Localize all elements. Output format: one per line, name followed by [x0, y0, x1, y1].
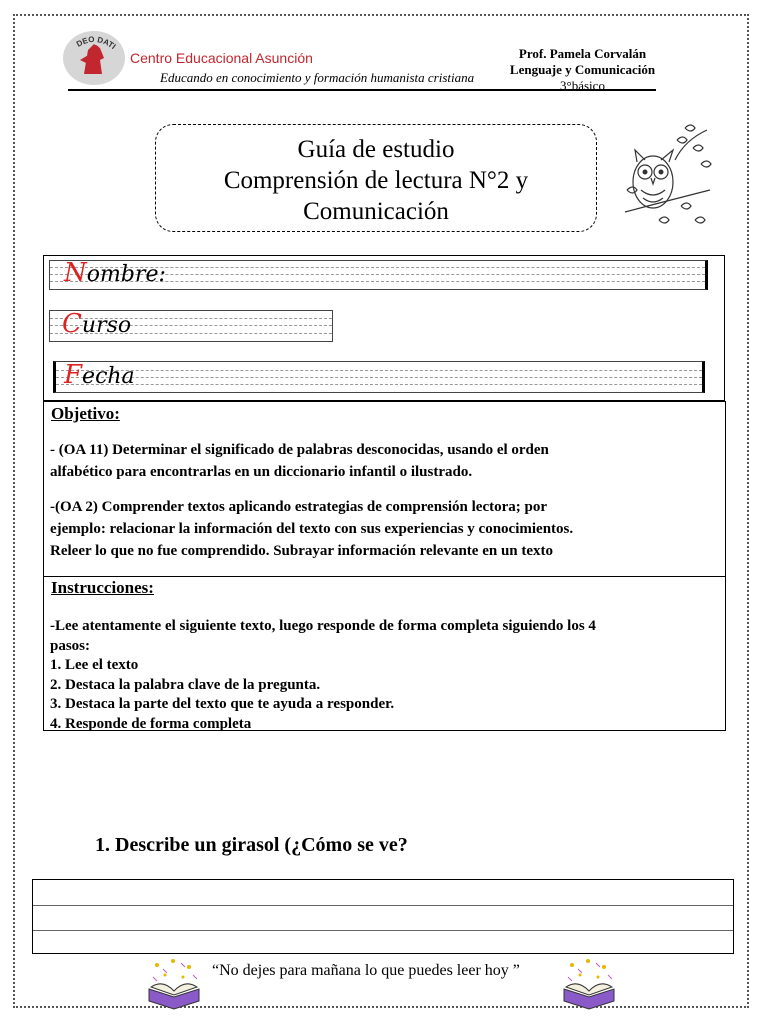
- book-icon: [558, 955, 620, 1011]
- objective-oa11: - (OA 11) Determinar el significado de palabras desconocidas, usando el orden alfabético para encontrarlas en un diccionario infantil o ilustrado.: [50, 442, 549, 480]
- title-line-2: Comprensión de lectura N°2 y: [223, 167, 529, 194]
- title-line-1: Guía de estudio: [297, 136, 455, 163]
- date-label: Fecha: [64, 360, 135, 390]
- owl-illustration: [615, 120, 715, 240]
- answer-line: [33, 930, 733, 931]
- instruction-step: 2. Destaca la palabra clave de la pregunta.: [50, 676, 321, 693]
- objective-instructions-box: [43, 401, 726, 731]
- student-info-box: [43, 255, 725, 401]
- date-field[interactable]: [53, 361, 705, 393]
- instructions-text: -Lee atentamente el siguiente texto, luego responde de forma completa siguiendo los 4 pasos: 1. Lee el texto 2. Destaca la palabra clave de la pregunta. 3. Destaca la parte del texto que te ayuda a responder. 4. Responde de forma completa: [50, 617, 713, 734]
- answer-line: [33, 905, 733, 906]
- school-name: Centro Educacional Asunción: [130, 50, 313, 66]
- teacher-block: [470, 46, 695, 91]
- course-label: Curso: [62, 309, 132, 339]
- title-box: [155, 124, 597, 232]
- footer-quote: “No dejes para mañana lo que puedes leer hoy ”: [212, 962, 520, 979]
- instruction-step: 3. Destaca la parte del texto que te ayuda a responder.: [50, 696, 395, 712]
- header-rule: [68, 89, 656, 91]
- objective-heading: Objetivo:: [51, 404, 120, 423]
- instruction-step: 1. Lee el texto: [50, 657, 139, 673]
- answer-box[interactable]: [32, 879, 734, 954]
- logo-text-arc: [62, 30, 126, 60]
- instructions-heading: Instrucciones:: [51, 578, 154, 597]
- subject-name: Lenguaje y Comunicación: [509, 62, 656, 77]
- grade-label: 3°básico: [560, 78, 605, 91]
- title-line-3: Comunicación: [303, 198, 449, 225]
- svg-text:DEO DATI: DEO DATI: [74, 34, 118, 52]
- question-1: 1. Describe un girasol (¿Cómo se ve?: [95, 834, 408, 856]
- school-motto: Educando en conocimiento y formación humanista cristiana: [160, 70, 475, 85]
- objective-oa2: -(OA 2) Comprender textos aplicando estrategias de comprensión lectora; por ejemplo: relacionar la información del texto con sus experiencias y conocimientos. Releer lo que no fue comprendido. Subrayar información relevante en un texto: [50, 499, 574, 559]
- teacher-name: Prof. Pamela Corvalán: [518, 46, 647, 61]
- section-divider: [44, 576, 725, 577]
- book-icon: [143, 955, 205, 1011]
- instruction-step: 4. Responde de forma completa: [50, 715, 252, 732]
- name-label: Nombre:: [64, 258, 166, 288]
